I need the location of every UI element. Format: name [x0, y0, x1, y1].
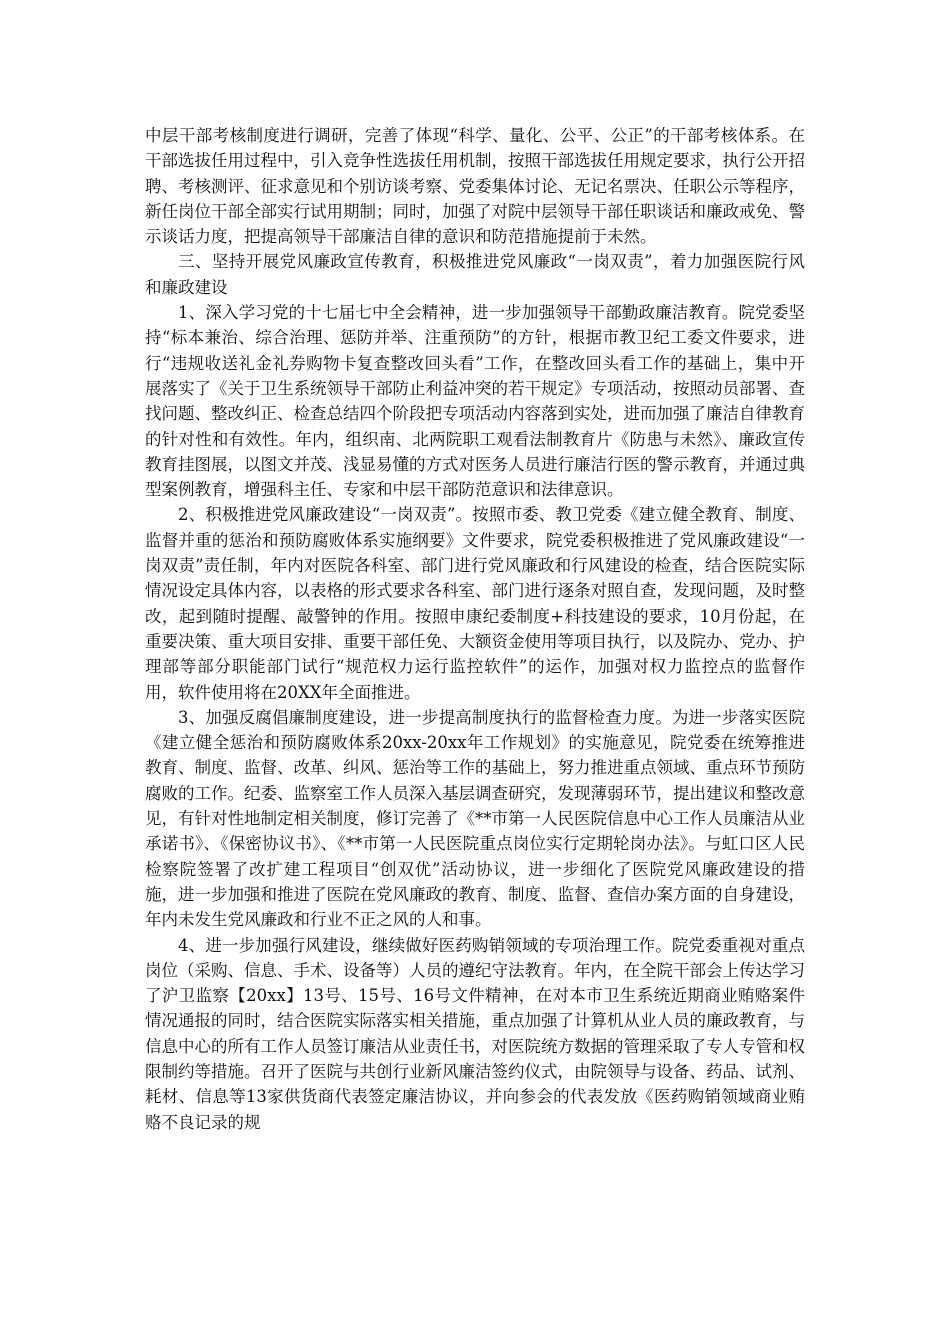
document-page: [145, 123, 805, 1135]
paragraph-item-4-industry-conduct: 4、进一步加强行风建设，继续做好医药购销领域的专项治理工作。院党委重视对重点岗位（采购、信息、手术、设备等）人员的遵纪守法教育。年内，在全院干部会上传达学习了沪卫监察【20xx】13号、15号、16号文件精神，在对本市卫生系统近期商业贿赂案件情况通报的同时，结合医院实际落实相关措施，重点加强了计算机从业人员的廉政教育，与信息中心的所有工作人员签订廉洁从业责任书，对医院统方数据的管理采取了专人专管和权限制约等措施。召开了医院与共创行业新风廉洁签约仪式，由院领导与设备、药品、试剂、耗材、信息等13家供货商代表签定廉洁协议，并向参会的代表发放《医药购销领域商业贿赂不良记录的规: [145, 935, 805, 1132]
paragraph-item-1-study: 1、深入学习党的十七届七中全会精神，进一步加强领导干部勤政廉洁教育。院党委坚持“标本兼治、综合治理、惩防并举、注重预防”的方针，根据市教卫纪工委文件要求，进行“违规收送礼金礼券购物卡复查整改回头看”工作，在整改回头看工作的基础上，集中开展落实了《关于卫生系统领导干部防止利益冲突的若干规定》专项活动，按照动员部署、查找问题、整改纠正、检查总结四个阶段把专项活动内容落到实处，进而加强了廉洁自律教育的针对性和有效性。年内，组织南、北两院职工观看法制教育片《防患与未然》、廉政宣传教育挂图展，以图文并茂、浅显易懂的方式对医务人员进行廉洁行医的警示教育，并通过典型案例教育，增强科主任、专家和中层干部防范意识和法律意识。: [145, 303, 805, 500]
paragraph-item-3-anticorruption: 3、加强反腐倡廉制度建设，进一步提高制度执行的监督检查力度。为进一步落实医院《建立健全惩治和预防腐败体系20xx-20xx年工作规划》的实施意见，院党委在统筹推进教育、制度、监督、改革、纠风、惩治等工作的基础上，努力推进重点领域、重点环节预防腐败的工作。纪委、监察室工作人员深入基层调查研究，发现薄弱环节，提出建议和整改意见，有针对性地制定相关制度，修订完善了《**市第一人民医院信息中心工作人员廉洁从业承诺书》、《保密协议书》、《**市第一人民医院重点岗位实行定期轮岗办法》。与虹口区人民检察院签署了改扩建工程项目“创双优”活动协议，进一步细化了医院党风廉政建设的措施，进一步加强和推进了医院在党风廉政的教育、制度、监督、查信办案方面的自身建设，年内未发生党风廉政和行业不正之风的人和事。: [145, 707, 805, 930]
paragraph-item-2-dual-duty: 2、积极推进党风廉政建设“一岗双责”。按照市委、教卫党委《建立健全教育、制度、监督并重的惩治和预防腐败体系实施纲要》文件要求，院党委积极推进了党风廉政建设“一岗双责”责任制，年内对医院各科室、部门进行党风廉政和行风建设的检查，结合医院实际情况设定具体内容，以表格的形式要求各科室、部门进行逐条对照自查，发现问题，及时整改，起到随时提醒、敲警钟的作用。按照申康纪委制度+科技建设的要求，10月份起，在重要决策、重大项目安排、重要干部任免、大额资金使用等项目执行，以及院办、党办、护理部等部分职能部门试行“规范权力运行监控软件”的运作，加强对权力监控点的监督作用，软件使用将在20XX年全面推进。: [145, 505, 805, 702]
paragraph-cadre-assessment: 中层干部考核制度进行调研，完善了体现“科学、量化、公平、公正”的干部考核体系。在干部选拔任用过程中，引入竞争性选拔任用机制，按照干部选拔任用规定要求，执行公开招聘、考核测评、征求意见和个别访谈考察、党委集体讨论、无记名票决、任职公示等程序，新任岗位干部全部实行试用期制；同时，加强了对院中层领导干部任职谈话和廉政戒免、警示谈话力度，把提高领导干部廉洁自律的意识和防范措施提前于未然。: [145, 126, 805, 247]
section-heading-party-conduct: 三、坚持开展党风廉政宣传教育，积极推进党风廉政“一岗双责”，着力加强医院行风和廉政建设: [145, 252, 805, 297]
